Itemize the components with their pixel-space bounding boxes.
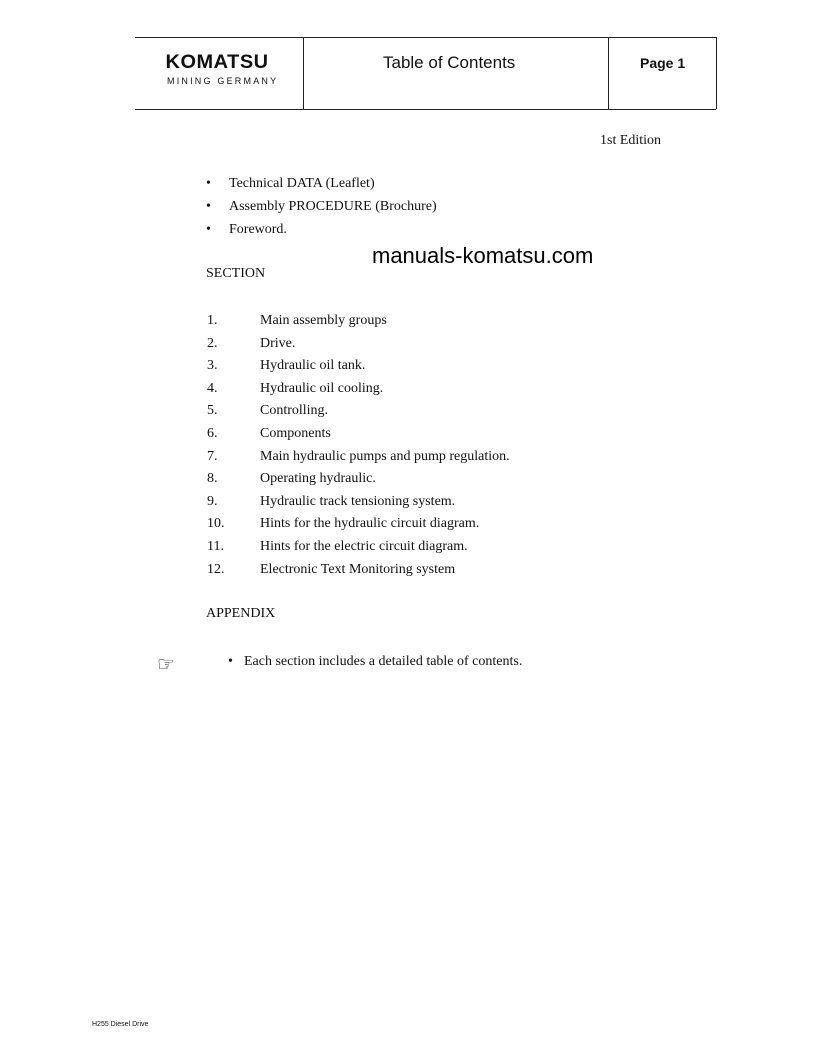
section-number: 9. xyxy=(207,493,218,509)
section-number: 7. xyxy=(207,448,218,464)
komatsu-logo: KOMATSU xyxy=(165,52,269,73)
list-item: Foreword. xyxy=(229,222,287,237)
section-number: 1. xyxy=(207,313,218,328)
appendix-heading: APPENDIX xyxy=(206,606,276,621)
edition-label: 1st Edition xyxy=(600,133,662,148)
list-item: Assembly PROCEDURE (Brochure) xyxy=(229,199,437,214)
list-item: Technical DATA (Leaflet) xyxy=(229,176,375,191)
section-item: Components xyxy=(260,426,331,441)
section-number: 11. xyxy=(207,539,224,554)
bullet: • xyxy=(206,199,211,214)
logo-subtitle: MINING GERMANY xyxy=(167,76,279,86)
section-number: 5. xyxy=(207,403,218,419)
section-heading: SECTION xyxy=(206,266,266,281)
bullet: • xyxy=(206,222,211,237)
section-item: Main assembly groups xyxy=(260,313,387,328)
watermark: manuals-komatsu.com xyxy=(372,243,594,268)
bullet: • xyxy=(206,176,211,191)
section-item: Controlling. xyxy=(260,403,329,419)
note-text: Each section includes a detailed table of contents. xyxy=(244,654,523,669)
section-item: Operating hydraulic. xyxy=(260,471,376,487)
section-item: Hydraulic oil cooling. xyxy=(260,380,384,396)
section-number: 12. xyxy=(207,561,225,577)
bullet: • xyxy=(228,654,233,669)
section-item: Hydraulic track tensioning system. xyxy=(260,493,456,509)
section-number: 6. xyxy=(207,426,218,441)
section-item: Electronic Text Monitoring system xyxy=(260,561,456,577)
section-item: Hints for the hydraulic circuit diagram. xyxy=(260,516,480,532)
section-number: 8. xyxy=(207,471,218,487)
section-number: 4. xyxy=(207,380,218,396)
page-number: Page 1 xyxy=(640,55,686,71)
section-item: Main hydraulic pumps and pump regulation. xyxy=(260,448,510,464)
footer-label: H255 Diesel Drive xyxy=(92,1021,149,1028)
section-item: Drive. xyxy=(260,335,296,351)
section-number: 2. xyxy=(207,335,218,351)
section-item: Hints for the electric circuit diagram. xyxy=(260,539,468,554)
pointing-hand-icon: ☞ xyxy=(157,652,175,676)
page-title: Table of Contents xyxy=(383,53,516,72)
section-number: 3. xyxy=(207,358,218,374)
section-number: 10. xyxy=(207,516,225,532)
section-item: Hydraulic oil tank. xyxy=(260,358,366,374)
